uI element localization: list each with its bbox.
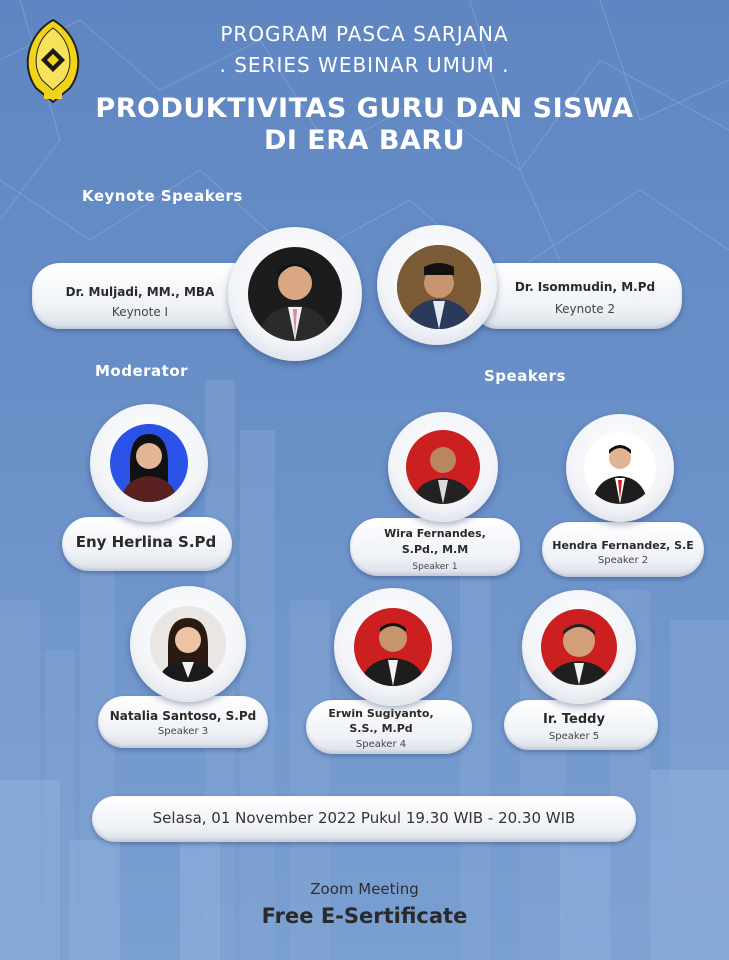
speaker-5-name: Ir. Teddy bbox=[543, 712, 605, 727]
speaker-1-role: Speaker 1 bbox=[412, 562, 458, 572]
webinar-title-line2: DI ERA BARU bbox=[263, 125, 466, 156]
speaker-4-name-line1: Erwin Sugiyanto, bbox=[328, 707, 434, 720]
speaker-3-role: Speaker 3 bbox=[157, 726, 209, 737]
speaker-1-photo bbox=[406, 430, 480, 504]
speaker-2-role: Speaker 2 bbox=[597, 555, 649, 566]
speaker-5-photo bbox=[541, 609, 617, 685]
speaker-2-name: Hendra Fernandez, S.E bbox=[552, 539, 694, 552]
keynote-1-name: Dr. Muljadi, MM., MBA bbox=[65, 285, 215, 299]
speaker-3-name: Natalia Santoso, S.Pd bbox=[109, 709, 257, 723]
section-keynote-label: Keynote Speakers bbox=[82, 187, 243, 205]
program-name: PROGRAM PASCA SARJANA bbox=[220, 22, 509, 46]
keynote-1-photo bbox=[248, 247, 342, 341]
moderator-photo bbox=[110, 424, 188, 502]
speaker-1-name-line1: Wira Fernandes, bbox=[384, 527, 486, 540]
event-platform: Zoom Meeting bbox=[310, 880, 419, 898]
certificate-note: Free E-Sertificate bbox=[261, 904, 468, 928]
speaker-2-photo bbox=[584, 432, 656, 504]
section-speakers-label: Speakers bbox=[484, 367, 566, 385]
keynote-2-photo bbox=[397, 245, 481, 329]
event-datetime: Selasa, 01 November 2022 Pukul 19.30 WIB - 20.30 WIB bbox=[152, 809, 576, 827]
speaker-5-role: Speaker 5 bbox=[548, 731, 600, 742]
speaker-1-name-line2: S.Pd., M.M bbox=[401, 543, 469, 556]
webinar-title-line1: PRODUKTIVITAS GURU DAN SISWA bbox=[95, 93, 634, 124]
speaker-4-name-line2: S.S., M.Pd bbox=[349, 722, 413, 735]
keynote-2-role: Keynote 2 bbox=[554, 302, 616, 316]
keynote-2-card bbox=[470, 263, 682, 329]
keynote-2-name: Dr. Isommudin, M.Pd bbox=[514, 280, 656, 294]
moderator-name: Eny Herlina S.Pd bbox=[75, 533, 217, 551]
series-name: . SERIES WEBINAR UMUM . bbox=[219, 53, 510, 77]
speaker-3-photo bbox=[150, 606, 226, 682]
speaker-4-role: Speaker 4 bbox=[355, 739, 407, 750]
speaker-4-photo bbox=[354, 608, 432, 686]
keynote-1-role: Keynote I bbox=[111, 305, 169, 319]
section-moderator-label: Moderator bbox=[95, 362, 189, 380]
